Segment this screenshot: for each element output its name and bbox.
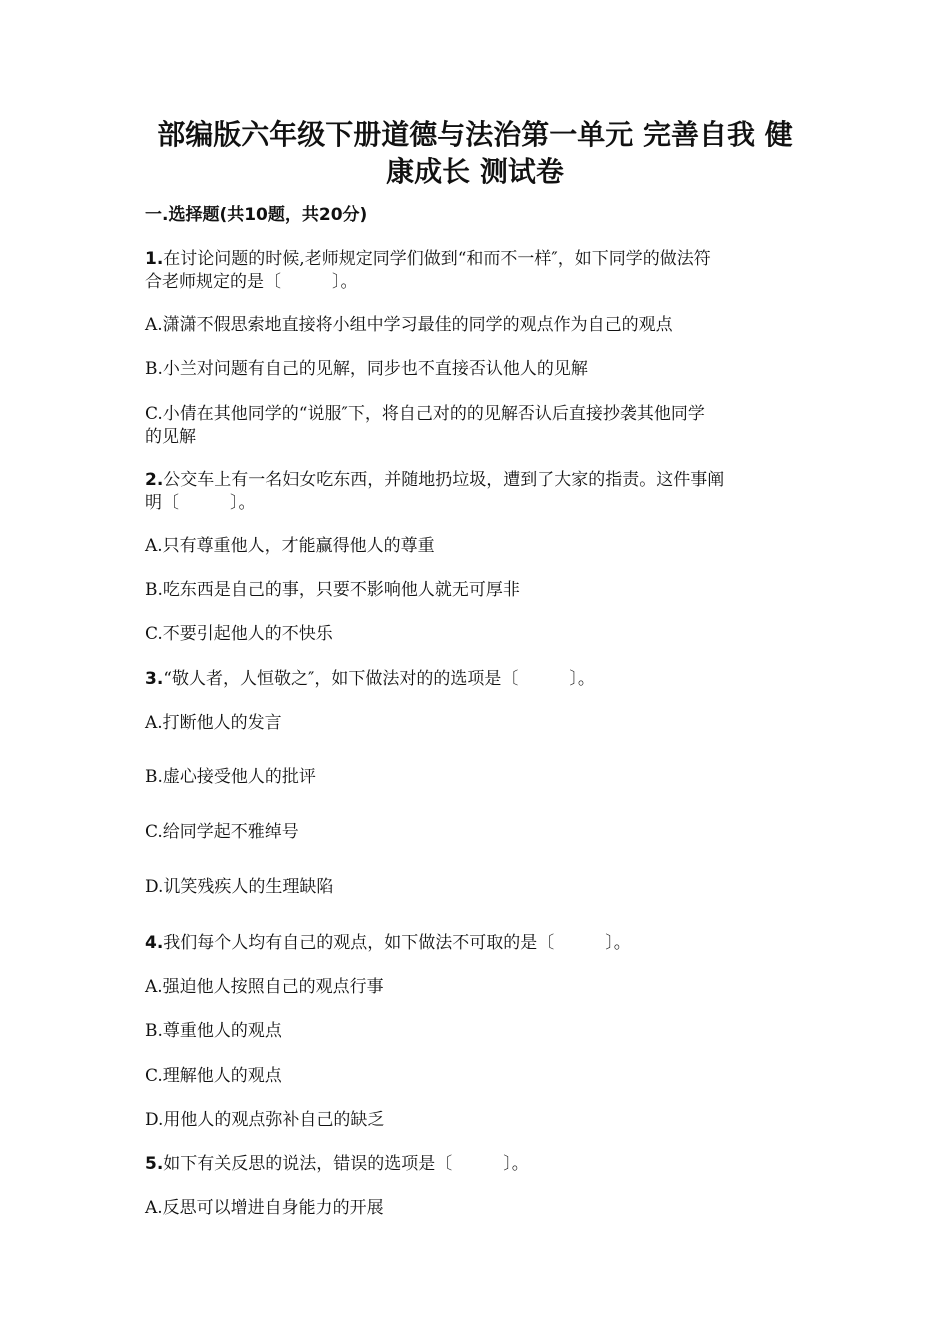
- question-3-stem: [145, 668, 810, 691]
- title-line-2: 康成长 测试卷: [386, 155, 564, 188]
- question-number: 1.: [145, 249, 164, 269]
- option-1a: A.潇潇不假思索地直接将小组中学习最佳的同学的观点作为自己的观点: [145, 315, 673, 335]
- question-text: “敬人者，人恒敬之″，如下做法对的的选项是〔 〕。: [163, 669, 595, 689]
- title-line-1: 部编版六年级下册道德与法治第一单元 完善自我 健: [157, 118, 793, 151]
- question-number: 3.: [145, 669, 164, 689]
- option-4b: B.尊重他人的观点: [145, 1021, 282, 1041]
- question-2-stem: [145, 469, 810, 515]
- question-text: 在讨论问题的时候,老师规定同学们做到“和而不一样″，如下同学的做法符: [163, 249, 711, 269]
- option-2b: B.吃东西是自己的事，只要不影响他人就无可厚非: [145, 580, 520, 600]
- option-3a: A.打断他人的发言: [145, 713, 282, 733]
- option-1c: C.小倩在其他同学的“说服″下，将自己对的的见解否认后直接抄袭其他同学 的见解: [145, 404, 705, 447]
- option-4a: A.强迫他人按照自己的观点行事: [145, 977, 384, 997]
- question-text: 如下有关反思的说法，错误的选项是〔 〕。: [163, 1154, 529, 1174]
- section-heading: 一.选择题(共10题，共20分): [145, 205, 368, 225]
- option-2c: C.不要引起他人的不快乐: [145, 624, 333, 644]
- question-number: 5.: [145, 1154, 164, 1174]
- option-4d: D.用他人的观点弥补自己的缺乏: [145, 1110, 385, 1130]
- question-number: 2.: [145, 470, 164, 490]
- question-5-stem: [145, 1153, 810, 1176]
- document-title: [0, 116, 950, 190]
- question-text-continued: 明〔 〕。: [145, 493, 256, 513]
- question-text: 我们每个人均有自己的观点，如下做法不可取的是〔 〕。: [163, 933, 631, 953]
- question-text-continued: 合老师规定的是〔 〕。: [145, 272, 358, 292]
- question-1-stem: [145, 248, 810, 294]
- option-4c: C.理解他人的观点: [145, 1066, 282, 1086]
- option-3d: D.讥笑残疾人的生理缺陷: [145, 877, 334, 897]
- question-number: 4.: [145, 933, 164, 953]
- option-3b: B.虚心接受他人的批评: [145, 767, 316, 787]
- question-4-stem: [145, 932, 810, 955]
- option-3c: C.给同学起不雅绰号: [145, 822, 299, 842]
- question-text: 公交车上有一名妇女吃东西，并随地扔垃圾，遭到了大家的指责。这件事阐: [163, 470, 725, 490]
- option-2a: A.只有尊重他人，才能赢得他人的尊重: [145, 536, 435, 556]
- option-5a: A.反思可以增进自身能力的开展: [145, 1198, 384, 1218]
- option-1b: B.小兰对问题有自己的见解，同步也不直接否认他人的见解: [145, 359, 588, 379]
